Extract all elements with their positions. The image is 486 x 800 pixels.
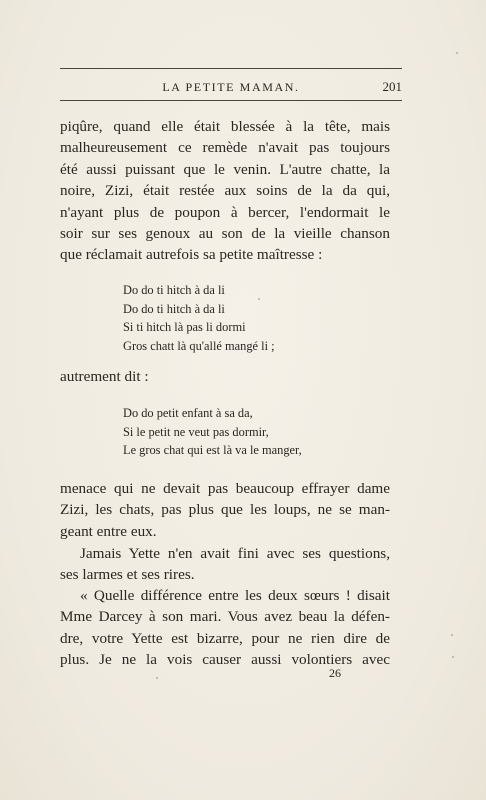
paragraph-2 [60, 366, 390, 387]
text-line: Zizi, les chats, pas plus que les loups, ne se man- [60, 501, 390, 519]
paragraph-3 [60, 478, 390, 542]
paragraph-1 [60, 116, 390, 266]
header-rule-bottom [60, 100, 402, 101]
paper-speck [258, 298, 260, 300]
translated-verse [123, 404, 302, 460]
paragraph-4 [60, 543, 390, 586]
verse-line: Le gros chat qui est là va le manger, [123, 443, 302, 458]
text-line: noire, Zizi, était restée aux soins de la da qui, [60, 182, 390, 200]
text-line: Jamais Yette n'en avait fini avec ses questions, [80, 545, 390, 562]
running-header [60, 78, 402, 96]
text-line: autrement dit : [60, 368, 149, 385]
verse-line: Do do ti hitch à da li [123, 301, 225, 316]
text-line: Mme Darcey à son mari. Vous avez beau la défen- [60, 608, 390, 626]
text-line: n'ayant plus de poupon à bercer, l'endormait le [60, 203, 390, 221]
paper-speck [451, 634, 453, 636]
text-line: menace qui ne devait pas beaucoup effrayer dame [60, 480, 390, 497]
signature-mark: 26 [329, 666, 341, 680]
verse-line: Si le petit ne veut pas dormir, [123, 424, 269, 439]
paper-speck [156, 677, 158, 679]
verse-line: Do do ti hitch à da li [123, 283, 225, 297]
text-line: ses larmes et ses rires. [60, 566, 195, 584]
verse-line: Si ti hitch là pas li dormi [123, 320, 246, 335]
text-line: dre, votre Yette est bizarre, pour ne rien dire de [60, 629, 390, 647]
text-line: soir sur ses genoux au son de la vieille chanson [60, 225, 390, 243]
running-title: LA PETITE MAMAN. [162, 80, 300, 94]
page-number: 201 [382, 79, 402, 94]
verse-line: Gros chatt là qu'allé mangé li ; [123, 338, 275, 353]
text-line: que réclamait autrefois sa petite maîtresse : [60, 246, 323, 264]
verse-line: Do do petit enfant à sa da, [123, 406, 253, 420]
creole-verse [123, 281, 275, 355]
text-line: été aussi puissant que le venin. L'autre chatte, la [60, 160, 390, 178]
text-line: malheureusement ce remède n'avait pas toujours [60, 139, 390, 157]
text-line: « Quelle différence entre les deux sœurs ! disait [80, 587, 390, 604]
paragraph-5 [60, 585, 390, 671]
text-line: piqûre, quand elle était blessée à la tête, mais [60, 118, 390, 135]
paper-speck [452, 656, 454, 658]
text-line: geant entre eux. [60, 522, 157, 540]
paper-speck [456, 52, 458, 54]
text-line: plus. Je ne la vois causer aussi volontiers avec [60, 651, 390, 669]
header-rule-top [60, 68, 402, 69]
